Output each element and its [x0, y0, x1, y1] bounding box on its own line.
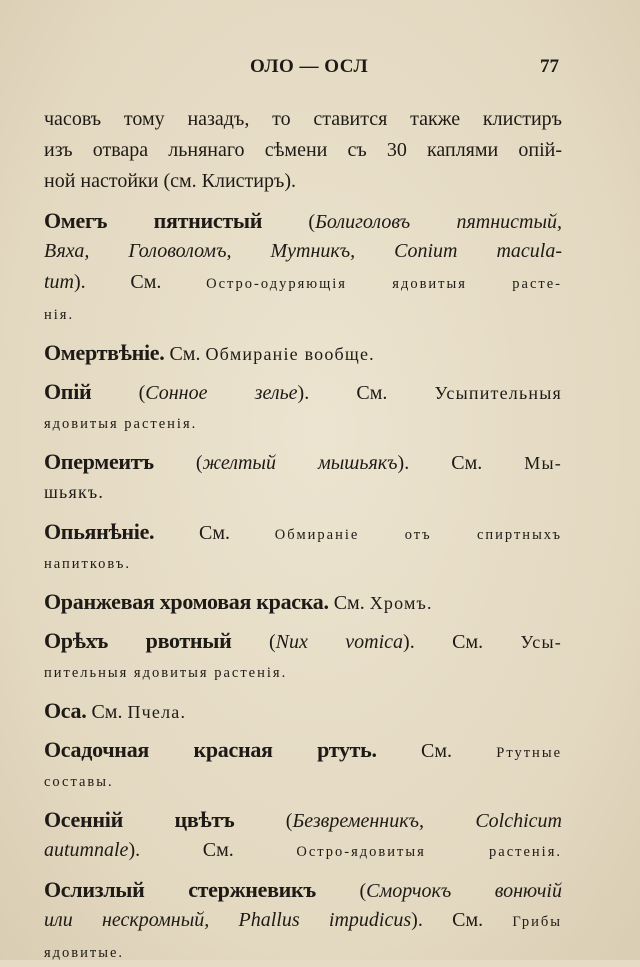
- entry-term: Оса.: [44, 698, 87, 723]
- text-run: часовъ тому назадъ, то ставится также клистиръ: [44, 108, 562, 130]
- italic-run: Сморчокъ вонючій: [366, 880, 562, 902]
- entry-line: [44, 337, 562, 368]
- text-run: (: [231, 631, 276, 653]
- text-line: [44, 407, 562, 438]
- smallcaps-run: нія.: [44, 307, 75, 323]
- text-line: [44, 835, 562, 866]
- smallcaps-run: Грибы: [512, 914, 562, 930]
- smallcaps-run: ядовитыя растенія.: [44, 416, 198, 432]
- smallcaps-run: шьякъ.: [44, 482, 105, 502]
- entry-line: [44, 695, 562, 726]
- entry-line: [44, 874, 562, 905]
- entry-line: [44, 376, 562, 407]
- italic-run: Вяха, Головоломъ, Мутникъ, Conium macula-: [44, 240, 562, 262]
- smallcaps-run: Хромъ.: [369, 593, 433, 613]
- text-run: См.: [164, 343, 206, 365]
- text-run: См.: [328, 592, 370, 614]
- entry-term: Омегъ пятнистый: [44, 208, 263, 233]
- text-run: (: [153, 452, 203, 474]
- text-run: ). См.: [411, 909, 513, 931]
- smallcaps-run: Мы-: [524, 453, 562, 473]
- text-run: ). См.: [74, 271, 207, 293]
- smallcaps-run: Усыпительныя: [434, 383, 562, 403]
- smallcaps-run: Обмираніе отъ спиртныхъ: [274, 527, 562, 543]
- entry-line: [44, 734, 562, 765]
- smallcaps-run: пительныя ядовитыя растенія.: [44, 665, 288, 681]
- text-run: См.: [376, 740, 497, 762]
- entry-term: Ослизлый стержневикъ: [44, 877, 316, 902]
- italic-run: желтый мышьякъ: [202, 452, 398, 474]
- entry-term: Опермеитъ: [44, 449, 154, 474]
- entry-term: Орѣхъ рвотный: [44, 628, 232, 653]
- text-run: ). См.: [128, 839, 297, 861]
- smallcaps-run: напитковъ.: [44, 556, 132, 572]
- smallcaps-run: составы.: [44, 774, 114, 790]
- smallcaps-run: Ртутные: [496, 745, 562, 761]
- text-line: [44, 547, 562, 578]
- page-number: 77: [540, 56, 559, 77]
- entry-term: Оранжевая хромовая краска.: [44, 589, 329, 614]
- text-run: См.: [86, 701, 128, 723]
- italic-run: Nux vomica: [275, 631, 404, 653]
- entry-line: [44, 446, 562, 477]
- text-run: См.: [154, 522, 275, 544]
- entry-line: [44, 804, 562, 835]
- smallcaps-run: Остро-одуряющія ядовитыя расте-: [206, 276, 562, 292]
- running-head: ОЛО — ОСЛ: [250, 56, 369, 77]
- text-run: ). См.: [403, 631, 521, 653]
- smallcaps-run: ядовитые.: [44, 945, 125, 961]
- entry-term: Опій: [44, 379, 92, 404]
- text-line: [44, 765, 562, 796]
- text-line: [44, 135, 562, 166]
- text-run: (: [91, 382, 146, 404]
- italic-run: autumnale: [44, 839, 129, 861]
- text-line: [44, 936, 562, 967]
- text-line: [44, 905, 562, 936]
- text-run: ). См.: [397, 452, 525, 474]
- entry-term: Осадочная красная ртуть.: [44, 737, 377, 762]
- text-line: [44, 298, 562, 329]
- entry-line: [44, 205, 562, 236]
- italic-run: Болиголовъ пятнистый,: [315, 211, 562, 233]
- text-run: (: [315, 880, 367, 902]
- dictionary-text: [44, 104, 562, 967]
- entry-term: Омертвѣніе.: [44, 340, 165, 365]
- smallcaps-run: Пчела.: [127, 702, 187, 722]
- italic-run: или нескромный, Phallus impudicus: [44, 909, 412, 931]
- text-run: ). См.: [297, 382, 435, 404]
- text-line: [44, 166, 562, 197]
- italic-run: Безвременникъ, Colchicum: [292, 810, 562, 832]
- entry-term: Осенній цвѣтъ: [44, 807, 235, 832]
- page-header: [0, 56, 640, 86]
- entry-line: [44, 625, 562, 656]
- smallcaps-run: Остро-ядовитыя растенія.: [296, 844, 562, 860]
- text-run: изъ отвара льнянаго сѣмени съ 30 каплями опій-: [44, 139, 562, 161]
- text-run: (: [234, 810, 293, 832]
- smallcaps-run: Обмираніе вообще.: [205, 344, 375, 364]
- text-line: [44, 477, 562, 508]
- text-run: ной настойки (см. Клистиръ).: [44, 170, 297, 192]
- italic-run: Сонное зелье: [145, 382, 298, 404]
- entry-term: Опьянѣніе.: [44, 519, 155, 544]
- text-line: [44, 656, 562, 687]
- text-run: (: [262, 211, 316, 233]
- smallcaps-run: Усы-: [520, 632, 562, 652]
- text-line: [44, 104, 562, 135]
- text-line: [44, 267, 562, 298]
- text-line: [44, 236, 562, 267]
- entry-line: [44, 586, 562, 617]
- entry-line: [44, 516, 562, 547]
- italic-run: tum: [44, 271, 74, 293]
